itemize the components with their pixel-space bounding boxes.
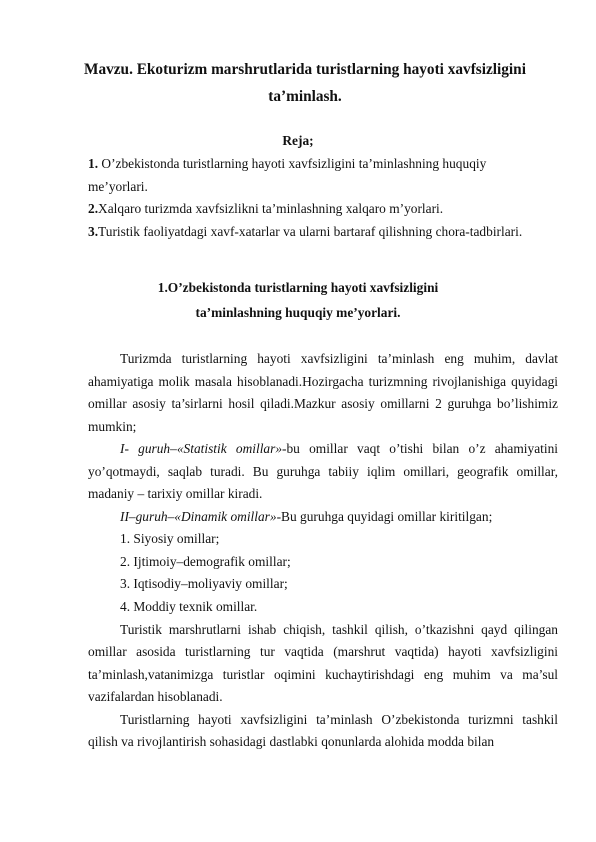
plan-item-continuation: me’yorlari.	[88, 178, 148, 194]
list-item: 3. Iqtisodiy–moliyaviy omillar;	[120, 576, 288, 592]
paragraph-routes: Turistik marshrutlarni ishab chiqish, tashkil qilish, o’tkazishni qayd qilingan omillar asosida turistlarning tur vaqtida (marshrut vaqtida) hayoti xavfsizligini ta’minlash,vatanimizga turistlar oqimini kuchaytirishdagi eng muhim va ma’sul vazifalardan hisoblanadi.	[88, 621, 558, 705]
document-title	[70, 56, 540, 110]
group-2-text: -Bu guruhga quyidagi omillar kiritilgan;	[276, 508, 493, 524]
plan-item	[88, 221, 548, 244]
plan-item-text: Turistik faoliyatdagi xavf-xatarlar va ularni bartaraf qilishning chora-tadbirlari.	[98, 223, 523, 239]
plan-item	[88, 153, 548, 176]
section-heading	[0, 276, 596, 325]
plan-item	[88, 198, 548, 221]
section-heading-line-2: ta’minlashning huquqiy me’yorlari.	[195, 304, 401, 320]
group-1-label: I- guruh–«Statistik omillar»	[120, 441, 283, 457]
plan-item-number: 2.	[88, 201, 99, 217]
paragraph-group-1	[88, 438, 558, 506]
plan-item-number: 3.	[88, 223, 99, 239]
plan-heading: Reja;	[282, 133, 314, 148]
paragraph-legislation: Turistlarning hayoti xavfsizligini ta’minlash O’zbekistonda turizmni tashkil qilish va rivojlantirish sohasidagi dastlabki qonunlarda alohida modda bilan	[88, 711, 558, 750]
section-heading-line-1: 1.O’zbekistonda turistlarning hayoti xavfsizligini	[157, 280, 439, 295]
paragraph-group-2	[88, 506, 558, 529]
title-line-1: Mavzu. Ekoturizm marshrutlarida turistlarning hayoti xavfsizligini	[84, 61, 526, 78]
body-text	[88, 348, 558, 754]
plan-item-text: O’zbekistonda turistlarning hayoti xavfsizligini ta’minlashning huquqiy	[98, 156, 487, 171]
paragraph-intro: Turizmda turistlarning hayoti xavfsizligini ta’minlash eng muhim, davlat ahamiyatiga molik masala hisoblanadi.Hozirgacha turizmning rivojlanishiga quyidagi omillar asosiy ta’sirlarni hosil qiladi.Mazkur asosiy omillarni 2 guruhga bo’lishimiz mumkin;	[88, 351, 558, 434]
plan-item-number: 1.	[88, 156, 99, 171]
list-item: 4. Moddiy texnik omillar.	[120, 599, 258, 615]
title-line-2: ta’minlash.	[268, 88, 342, 105]
group-2-label: II–guruh–«Dinamik omillar»	[120, 508, 277, 524]
plan-item-text: Xalqaro turizmda xavfsizlikni ta’minlashning xalqaro m’yorlari.	[98, 201, 444, 217]
plan-list	[88, 153, 548, 243]
group-1-text: -bu omillar vaqt o’tishi bilan o’z ahamiyatini yo’qotmaydi, saqlab turadi. Bu guruhga tabiiy iqlim omillari, geografik omillar, madaniy – tarixiy omillar kiradi.	[88, 441, 558, 502]
list-item: 2. Ijtimoiy–demografik omillar;	[120, 553, 291, 569]
list-item: 1. Siyosiy omillar;	[120, 531, 220, 547]
